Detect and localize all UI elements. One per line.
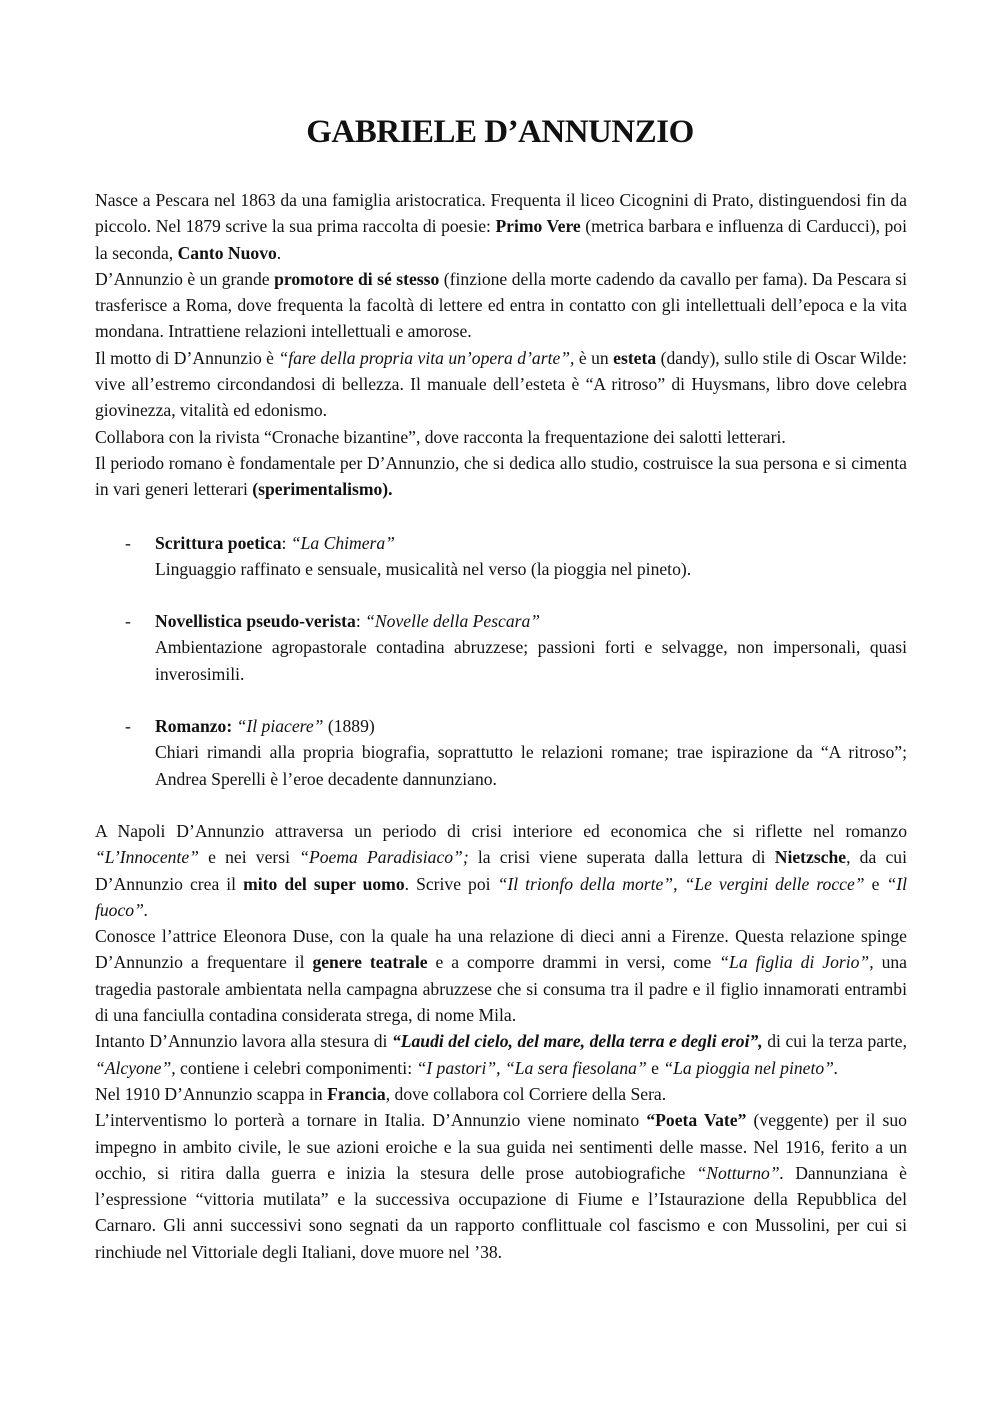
document-body bbox=[95, 187, 907, 1265]
bold-term: promotore di sé stesso bbox=[274, 268, 440, 289]
paragraph-duse: Conosce l’attrice Eleonora Duse, con la quale ha una relazione di dieci anni a Firenze. Questa relazione spinge D’Annunzio a frequentare il genere teatrale e a comporre drammi in versi, come “La figlia di Jorio”, una tragedia pastorale ambientata nella campagna abruzzese che si consuma tra il padre e il figlio innamorati entrambi di una fanciulla contadina considerata strega, di nome Mila. bbox=[95, 926, 907, 1026]
list-item bbox=[95, 530, 907, 583]
list-bullet: - bbox=[125, 716, 131, 737]
bold-term: Primo Vere bbox=[495, 216, 581, 237]
bold-term: (sperimentalismo). bbox=[252, 479, 393, 500]
paragraph-cronache: Collabora con la rivista “Cronache bizantine”, dove racconta la frequentazione dei salotti letterari. bbox=[95, 426, 786, 447]
paragraph-roman-period: Il periodo romano è fondamentale per D’Annunzio, che si dedica allo studio, costruisce la sua persona e si cimenta in vari generi letterari (sperimentalismo). bbox=[95, 452, 907, 500]
italic-quote: “fare della propria vita un’opera d’arte”, bbox=[278, 347, 575, 368]
italic-quote: “Notturno”. bbox=[696, 1162, 785, 1183]
italic-quote: “Il fuoco”. bbox=[95, 873, 907, 920]
list-item bbox=[95, 713, 907, 792]
italic-quote: “Alcyone”, bbox=[95, 1057, 176, 1078]
list-item bbox=[95, 608, 907, 687]
list-item-description: Ambientazione agropastorale contadina abruzzese; passioni forti e selvagge, non impersonali, quasi inverosimili. bbox=[155, 637, 907, 684]
bold-term: Francia bbox=[327, 1083, 386, 1104]
bold-term: Nietzsche bbox=[774, 847, 847, 868]
italic-quote: “La figlia di Jorio”, bbox=[719, 952, 874, 973]
list-item-heading: Novellistica pseudo-verista: “Novelle della Pescara” bbox=[155, 611, 541, 632]
bold-term: esteta bbox=[613, 347, 657, 368]
list-item-heading: Romanzo: “Il piacere” (1889) bbox=[155, 716, 375, 737]
italic-quote: “Poema Paradisiaco”; bbox=[299, 847, 469, 868]
italic-quote: “Il trionfo della morte”, “Le vergini delle rocce” bbox=[497, 873, 865, 894]
list-bullet: - bbox=[125, 532, 131, 553]
paragraph-birth: Nasce a Pescara nel 1863 da una famiglia aristocratica. Frequenta il liceo Cicognini di Prato, distinguendosi fin da piccolo. Nel 1879 scrive la sua prima raccolta di poesie: Primo Vere (metrica barbara e influenza di Carducci), poi la seconda, Canto Nuovo. bbox=[95, 190, 907, 263]
list-bullet: - bbox=[125, 611, 131, 632]
list-item-description: Chiari rimandi alla propria biografia, soprattutto le relazioni romane; trae ispirazione da “A ritroso”; Andrea Sperelli è l’eroe decadente dannunziano. bbox=[155, 742, 907, 789]
bold-term: Canto Nuovo bbox=[177, 242, 277, 263]
genre-list bbox=[95, 530, 907, 792]
italic-quote: “I pastori”, “La sera fiesolana” bbox=[416, 1057, 647, 1078]
italic-quote: “L’Innocente” bbox=[95, 847, 199, 868]
paragraph-self-promotion: D’Annunzio è un grande promotore di sé stesso (finzione della morte cadendo da cavallo per fama). Da Pescara si trasferisce a Roma, dove frequenta la facoltà di lettere ed entra in contatto con gli intellettuali dell’epoca e la vita mondana. Intrattiene relazioni intellettuali e amorose. bbox=[95, 268, 907, 342]
paragraph-interventism: L’interventismo lo porterà a tornare in Italia. D’Annunzio viene nominato “Poeta Vate” (veggente) per il suo impegno in ambito civile, le sue azioni eroiche e la sua guida nei sentimenti delle masse. Nel 1916, ferito a un occhio, si ritira dalla guerra e inizia la stesura delle prose autobiografiche “Notturno”. Dannunziana è l’espressione “vittoria mutilata” e la successiva occupazione di Fiume e l’Istaurazione della Repubblica del Carnaro. Gli anni successivi sono segnati da un rapporto conflittuale col fascismo e con Mussolini, per cui si rinchiude nel Vittoriale degli Italiani, dove muore nel ’38. bbox=[95, 1110, 907, 1262]
paragraph-laudi: Intanto D’Annunzio lavora alla stesura di “Laudi del cielo, del mare, della terra e degli eroi”, di cui la terza parte, “Alcyone”, contiene i celebri componimenti: “I pastori”, “La sera fiesolana” e “La pioggia nel pineto”. bbox=[95, 1031, 908, 1078]
list-item-heading: Scrittura poetica: “La Chimera” bbox=[155, 532, 395, 553]
bold-term: genere teatrale bbox=[312, 952, 428, 973]
list-item-description: Linguaggio raffinato e sensuale, musicalità nel verso (la pioggia nel pineto). bbox=[155, 558, 692, 579]
paragraph-france: Nel 1910 D’Annunzio scappa in Francia, dove collabora col Corriere della Sera. bbox=[95, 1083, 667, 1104]
paragraph-naples: A Napoli D’Annunzio attraversa un periodo di crisi interiore ed economica che si riflette nel romanzo “L’Innocente” e nei versi “Poema Paradisiaco”; la crisi viene superata dalla lettura di Nietzsche, da cui D’Annunzio crea il mito del super uomo. Scrive poi “Il trionfo della morte”, “Le vergini delle rocce” e “Il fuoco”. bbox=[95, 820, 907, 920]
bold-term: “Poeta Vate” bbox=[646, 1110, 747, 1131]
paragraph-motto: Il motto di D’Annunzio è “fare della propria vita un’opera d’arte”, è un esteta (dandy), sullo stile di Oscar Wilde: vive all’estremo circondandosi di bellezza. Il manuale dell’esteta è “A ritroso” di Huysmans, libro dove celebra giovinezza, vitalità ed edonismo. bbox=[95, 347, 907, 421]
bold-term: “Laudi del cielo, del mare, della terra e degli eroi”, bbox=[391, 1031, 763, 1052]
italic-quote: “La pioggia nel pineto”. bbox=[663, 1057, 839, 1078]
page-title: GABRIELE D’ANNUNZIO bbox=[306, 114, 694, 150]
bold-term: mito del super uomo bbox=[243, 873, 405, 894]
